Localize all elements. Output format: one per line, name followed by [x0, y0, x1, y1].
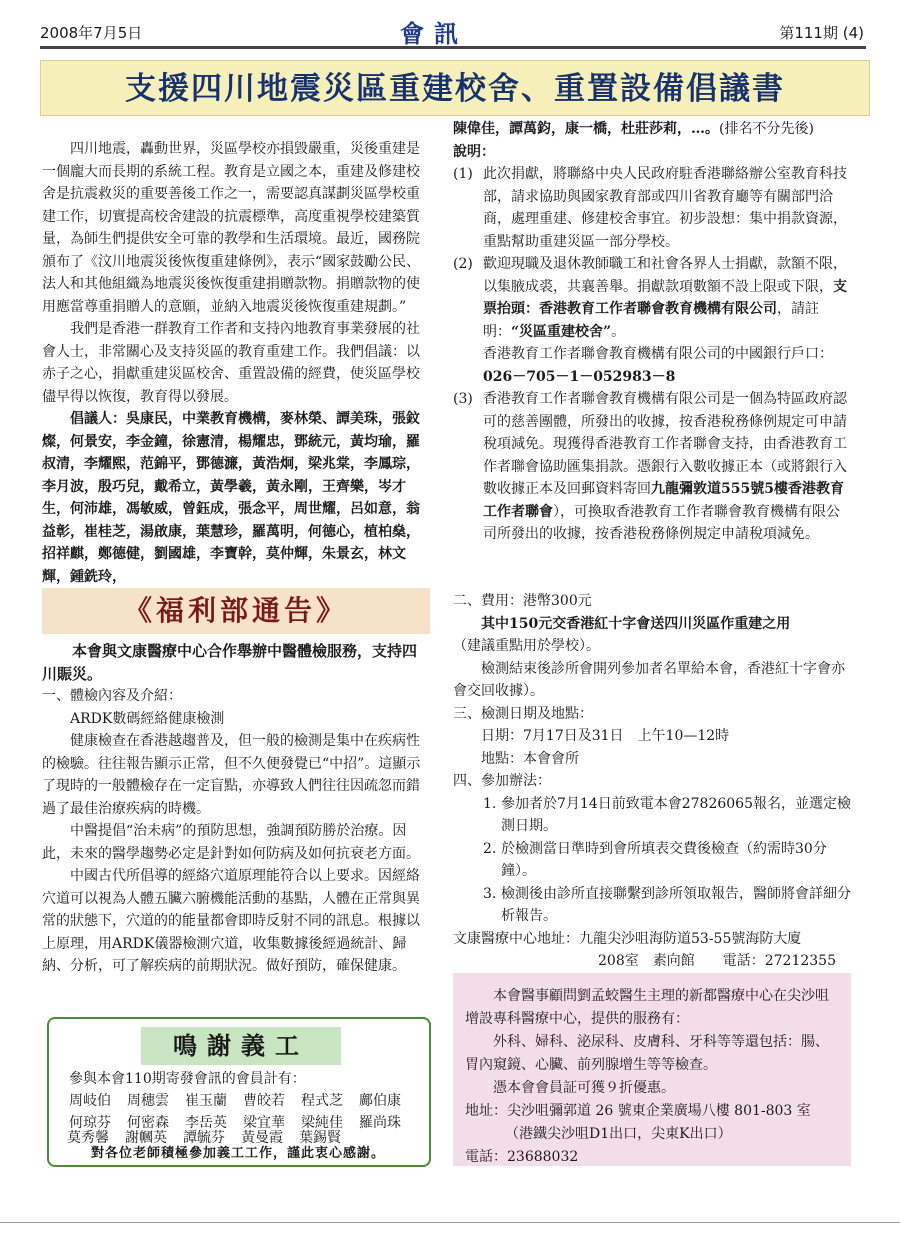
clinic-address-line-2: 208室 素向館 電話：27212355 — [598, 953, 836, 969]
section4-item-1 — [453, 793, 851, 838]
article1-sponsors-note: (排名不分先後) — [719, 121, 814, 137]
clinic-services: 外科、婦科、泌尿科、皮膚科、牙科等等還包括：腸、胃內窺鏡、心臟、前列腺增生等等檢查。 — [465, 1034, 829, 1073]
article1-title: 支援四川地震災區重建校舍、重置設備倡議書 — [40, 60, 870, 116]
note-number: (3) — [453, 391, 473, 407]
cheque-remark: “災區重建校舍” — [511, 323, 612, 340]
item-number: 1. — [483, 795, 497, 812]
clinic-intro: 本會醫事顧問劉孟蛟醫生主理的新都醫療中心在尖沙咀增設專科醫療中心，提供的服務有： — [465, 988, 829, 1027]
page-fold-line — [0, 1222, 900, 1223]
item-number: 3. — [483, 885, 497, 902]
section3-place: 地點：本會會所 — [481, 750, 579, 767]
article2-left-column — [42, 640, 430, 978]
article2-right-column — [453, 590, 851, 973]
section2-paragraph: 檢測結束後診所會開列參加者名單給本會，香港紅十字會亦會交回收據）。 — [453, 660, 845, 699]
note-text: 歡迎現職及退休教師職工和社會各界人士捐獻，款額不限，以集腋成裘，共襄善舉。捐獻款項數額不設上限或下限， — [483, 256, 847, 295]
article1-right-column — [453, 118, 851, 546]
note-number: (1) — [453, 166, 473, 182]
article1-sponsors-end: 陳偉佳，譚萬鈞，康一橋，杜莊莎莉，…。 — [453, 121, 719, 137]
section4-title: 四、參加辦法： — [453, 773, 551, 789]
section1-paragraph-1: 健康檢查在香港越趨普及，但一般的檢測是集中在疾病性的檢驗。往往報告顯示正常，但不久便發覺已“中招”。這顯示了現時的一般體檢存在一定盲點，亦導致人們往往因疏忽而錯過了最佳治療疾病的時機。 — [42, 733, 421, 817]
volunteer-name: 周穗雲 — [127, 1093, 169, 1109]
article1-notes-title: 說明： — [453, 143, 495, 160]
volunteer-row — [69, 1090, 417, 1112]
thanks-footer: 對各位老師積極參加義工工作，謹此衷心感謝。 — [91, 1146, 386, 1161]
mailing-address: 九龍彌敦道555號5樓香港教育工作者聯會 — [483, 481, 844, 520]
section2-title: 二、費用：港幣300元 — [453, 593, 592, 609]
volunteer-name: 梁宜華 — [243, 1115, 285, 1131]
clinic-address-line-1: 地址：尖沙咀彌郭道 26 號東企業廣場八樓 801-803 室 — [465, 1103, 811, 1119]
article1-note-3 — [453, 388, 851, 546]
volunteer-name: 譚毓芬 — [183, 1130, 225, 1146]
article1-sponsors: 倡議人：吳康民，中業教育機構，麥林榮、譚美珠，張鈫燦，何景安，李金鐘，徐憲清，楊耀忠，鄧統元，黃均瑜，羅叔清，李耀熙，范錦平，鄧德濂，黃浩炯，梁兆棠，李鳳琮，李月波，殷巧兒，戴希立，黃學羲，黃永剛，王齊樂，岑才生，何沛雄，馮敏威，曾鈺成，張念平，周世耀，呂如意，翁益彰，崔桂芝，湯啟康，葉慧珍，羅萬明，何德心，植柏燊，招祥麒，鄭德健，劉國雄，李寶幹，莫仲輝，朱景玄，林文輝，鍾銑玲， — [42, 411, 420, 585]
section2-highlight: 其中150元交香港紅十字會送四川災區作重建之用 — [481, 615, 791, 632]
section1-subtitle: ARDK數碼經絡健康檢測 — [70, 710, 225, 727]
volunteer-name: 葉錫賢 — [299, 1130, 341, 1146]
volunteer-name: 程式芝 — [301, 1093, 343, 1109]
note-text: ），可換取香港教育工作者聯會教育機構有限公司所發出的收據，按香港稅務條例規定申請稅項減免。 — [483, 503, 840, 542]
volunteer-name: 謝幗英 — [125, 1130, 167, 1146]
item-text: 檢測後由診所直接聯繫到診所領取報告，醫師將會詳細分析報告。 — [501, 885, 851, 924]
volunteer-name: 何密森 — [127, 1115, 169, 1131]
volunteer-name: 曹皎若 — [243, 1093, 285, 1109]
newsletter-title: 會訊 — [400, 20, 468, 48]
note-text: ，請註明： — [483, 301, 819, 340]
clinic-address-line-2: （港鐵尖沙咀D1出口，尖東K出口） — [505, 1126, 732, 1142]
section1-paragraph-3: 中國古代所倡導的經絡穴道原理能符合以上要求。因經絡穴道可以視為人體五臟六腑機能活動的基點，人體在正常與異常的狀態下，穴道的的能量都會即時反射不同的訊息。根據以上原理，用ARDK儀器檢測穴道，收集數據後經過統計、歸納、分析，可了解疾病的前期狀況。做好預防，確保健康。 — [42, 868, 420, 974]
note-text: 香港教育工作者聯會教育機構有限公司是一個為特區政府認可的慈善團體，所發出的收據，按香港稅務條例規定可申請稅項減免。現獲得香港教育工作者聯會支持，由香港教育工作者聯會協助匯集捐款。憑銀行入數收據正本（或將銀行入數收據正本及回郵資料寄回 — [483, 391, 847, 497]
item-text: 於檢測當日準時到會所填表交費後檢查（約需時30分鐘）。 — [501, 840, 827, 879]
clinic-discount: 憑本會會員証可獲９折優惠。 — [493, 1080, 675, 1096]
volunteer-name: 何琼芬 — [69, 1115, 111, 1131]
clinic-phone: 電話：23688032 — [465, 1149, 579, 1165]
issue-number: 第111期 (4) — [779, 24, 864, 42]
section1-paragraph-2: 中醫提倡“治未病”的預防思想，強調預防勝於治療。因此，未來的醫學趨勢必定是針對如何防病及如何抗衰老方面。 — [42, 823, 420, 862]
section1-title: 一、體檢內容及介紹： — [42, 688, 182, 704]
note-number: (2) — [453, 256, 473, 272]
note-text: 。 — [611, 323, 626, 340]
thanks-title: 鳴謝義工 — [141, 1027, 341, 1065]
article2-lead: 本會與文康醫療中心合作舉辦中醫體檢服務，支持四川賑災。 — [42, 642, 418, 683]
clinic-address-line-1: 文康醫療中心地址：九龍尖沙咀海防道53-55號海防大廈 — [453, 930, 802, 947]
thanks-intro: 參與本會110期寄發會訊的會員計有： — [69, 1071, 306, 1087]
cheque-payee: 支票抬頭：香港教育工作者聯會教育機構有限公司 — [483, 278, 847, 317]
section3-title: 三、檢測日期及地點： — [453, 705, 593, 722]
volunteer-name: 莫秀馨 — [67, 1130, 109, 1146]
volunteer-name: 崔玉蘭 — [185, 1093, 227, 1109]
item-text: 參加者於7月14日前致電本會27826065報名，並選定檢測日期。 — [501, 795, 851, 834]
volunteer-name: 周岐伯 — [69, 1093, 111, 1109]
bank-account-number: 026－705－1－052983－8 — [483, 368, 676, 385]
article1-note-1 — [453, 163, 851, 253]
volunteer-name: 鄺伯康 — [359, 1093, 401, 1109]
section3-date: 日期：7月17日及31日 上午10—12時 — [481, 728, 730, 744]
volunteer-name: 李岳英 — [185, 1115, 227, 1131]
item-number: 2. — [483, 840, 497, 857]
volunteer-row-3 — [67, 1127, 357, 1149]
bank-info: 香港教育工作者聯會教育機構有限公司的中國銀行戶口： — [483, 346, 833, 362]
article1-paragraph-1: 四川地震，轟動世界，災區學校亦損毀嚴重，災後重建是一個龐大而長期的系統工程。教育是立國之本，重建及修建校舍是抗震救災的重要善後工作之一，需要認真謀劃災區學校重建工作，切實提高校舍建設的抗震標準，高度重視學校建築質量，為師生們提供安全可靠的教學和生活環境。最近，國務院頒布了《汶川地震災後恢復重建條例》，表示“國家鼓勵公民、法人和其他組織為地震災後恢復重建捐贈款物。捐贈款物的使用應當尊重捐贈人的意願，並納入地震災後恢復重建規劃。” — [42, 141, 421, 315]
welfare-notice-title: 《福利部通告》 — [42, 588, 430, 634]
issue-date: 2008年7月5日 — [40, 24, 143, 42]
clinic-notice-box — [453, 973, 851, 1166]
header-divider — [40, 46, 866, 49]
volunteer-name: 梁純佳 — [301, 1115, 343, 1131]
article1-note-2 — [453, 253, 851, 388]
note-text: 此次捐獻，將聯絡中央人民政府駐香港聯絡辦公室教育科技部，請求協助與國家教育部或四川省教育廳等有關部門洽商，處理重建、修建校舍事宜。初步設想：集中捐款資源，重點幫助重建災區一部分學校。 — [483, 166, 847, 250]
section4-item-3 — [453, 883, 851, 928]
section4-item-2 — [453, 838, 851, 883]
volunteer-name: 黃曼霞 — [241, 1130, 283, 1146]
volunteer-name: 羅尚珠 — [359, 1115, 401, 1131]
section2-note: （建議重點用於學校）。 — [453, 638, 600, 654]
article1-paragraph-2: 我們是香港一群教育工作者和支持內地教育事業發展的社會人士，非常關心及支持災區的教育重建工作。我們倡議：以赤子之心，捐獻重建災區校舍、重置設備的經費，使災區學校儘早得以恢復，教育得以發展。 — [42, 321, 420, 405]
article1-left-column — [42, 138, 430, 588]
